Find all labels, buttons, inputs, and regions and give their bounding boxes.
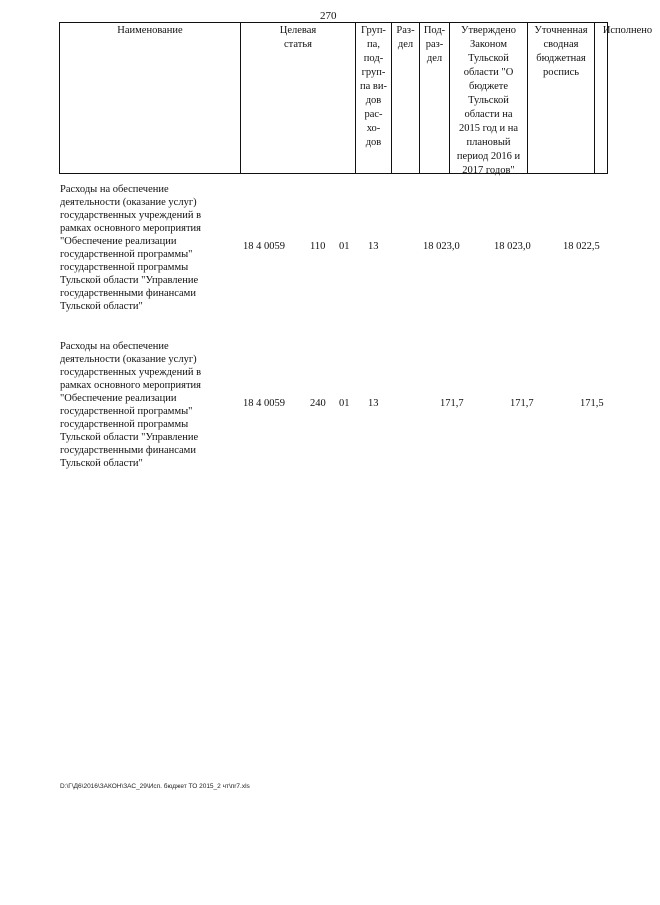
header-subsection: Под- раз- дел: [420, 23, 450, 173]
row-expense-group: 110: [310, 241, 326, 252]
row-approved: 18 023,0: [423, 241, 460, 252]
row-target-item: 18 4 0059: [243, 241, 285, 252]
row-section: 01: [339, 241, 350, 252]
header-target-item: Целевая статья: [241, 23, 356, 173]
row-section: 01: [339, 398, 350, 409]
row-target-item: 18 4 0059: [243, 398, 285, 409]
row-expense-group: 240: [310, 398, 326, 409]
header-name: Наименование: [60, 23, 241, 173]
table-header: [59, 22, 653, 176]
row-description: Расходы на обеспечение деятельности (оказание услуг) государственных учреждений в рамках основного мероприятия "Обеспечение реализации государственной программы" государственной программы Тульской области "Управление государственными финансами Тульской области": [60, 341, 202, 469]
page-number: 270: [320, 10, 337, 22]
header-expense-group: Груп- па, под- груп- па ви- дов рас- хо- дов: [356, 23, 392, 173]
header-refined: Уточненная сводная бюджетная роспись: [528, 23, 595, 173]
row-description: Расходы на обеспечение деятельности (оказание услуг) государственных учреждений в рамках основного мероприятия "Обеспечение реализации государственной программы" государственной программы Тульской области "Управление государственными финансами Тульской области": [60, 184, 202, 312]
header-section: Раз- дел: [392, 23, 420, 173]
row-subsection: 13: [368, 241, 379, 252]
table-row: [60, 183, 610, 318]
header-executed: Исполнено: [602, 25, 653, 36]
row-approved: 171,7: [440, 398, 464, 409]
table-row: [60, 340, 610, 475]
row-refined: 171,7: [510, 398, 534, 409]
row-executed: 171,5: [580, 398, 604, 409]
header-approved: Утверждено Законом Тульской области "О бюджете Тульской области на 2015 год и на плановый период 2016 и 2017 годов": [450, 23, 528, 173]
row-refined: 18 023,0: [494, 241, 531, 252]
row-executed: 18 022,5: [563, 241, 600, 252]
row-subsection: 13: [368, 398, 379, 409]
file-path-footer: D:\Г\Д6\2016\ЗАКОН\ЗАС_29\Исп. бюджет ТО 2015_2 чт\пr7.xls: [60, 783, 250, 790]
